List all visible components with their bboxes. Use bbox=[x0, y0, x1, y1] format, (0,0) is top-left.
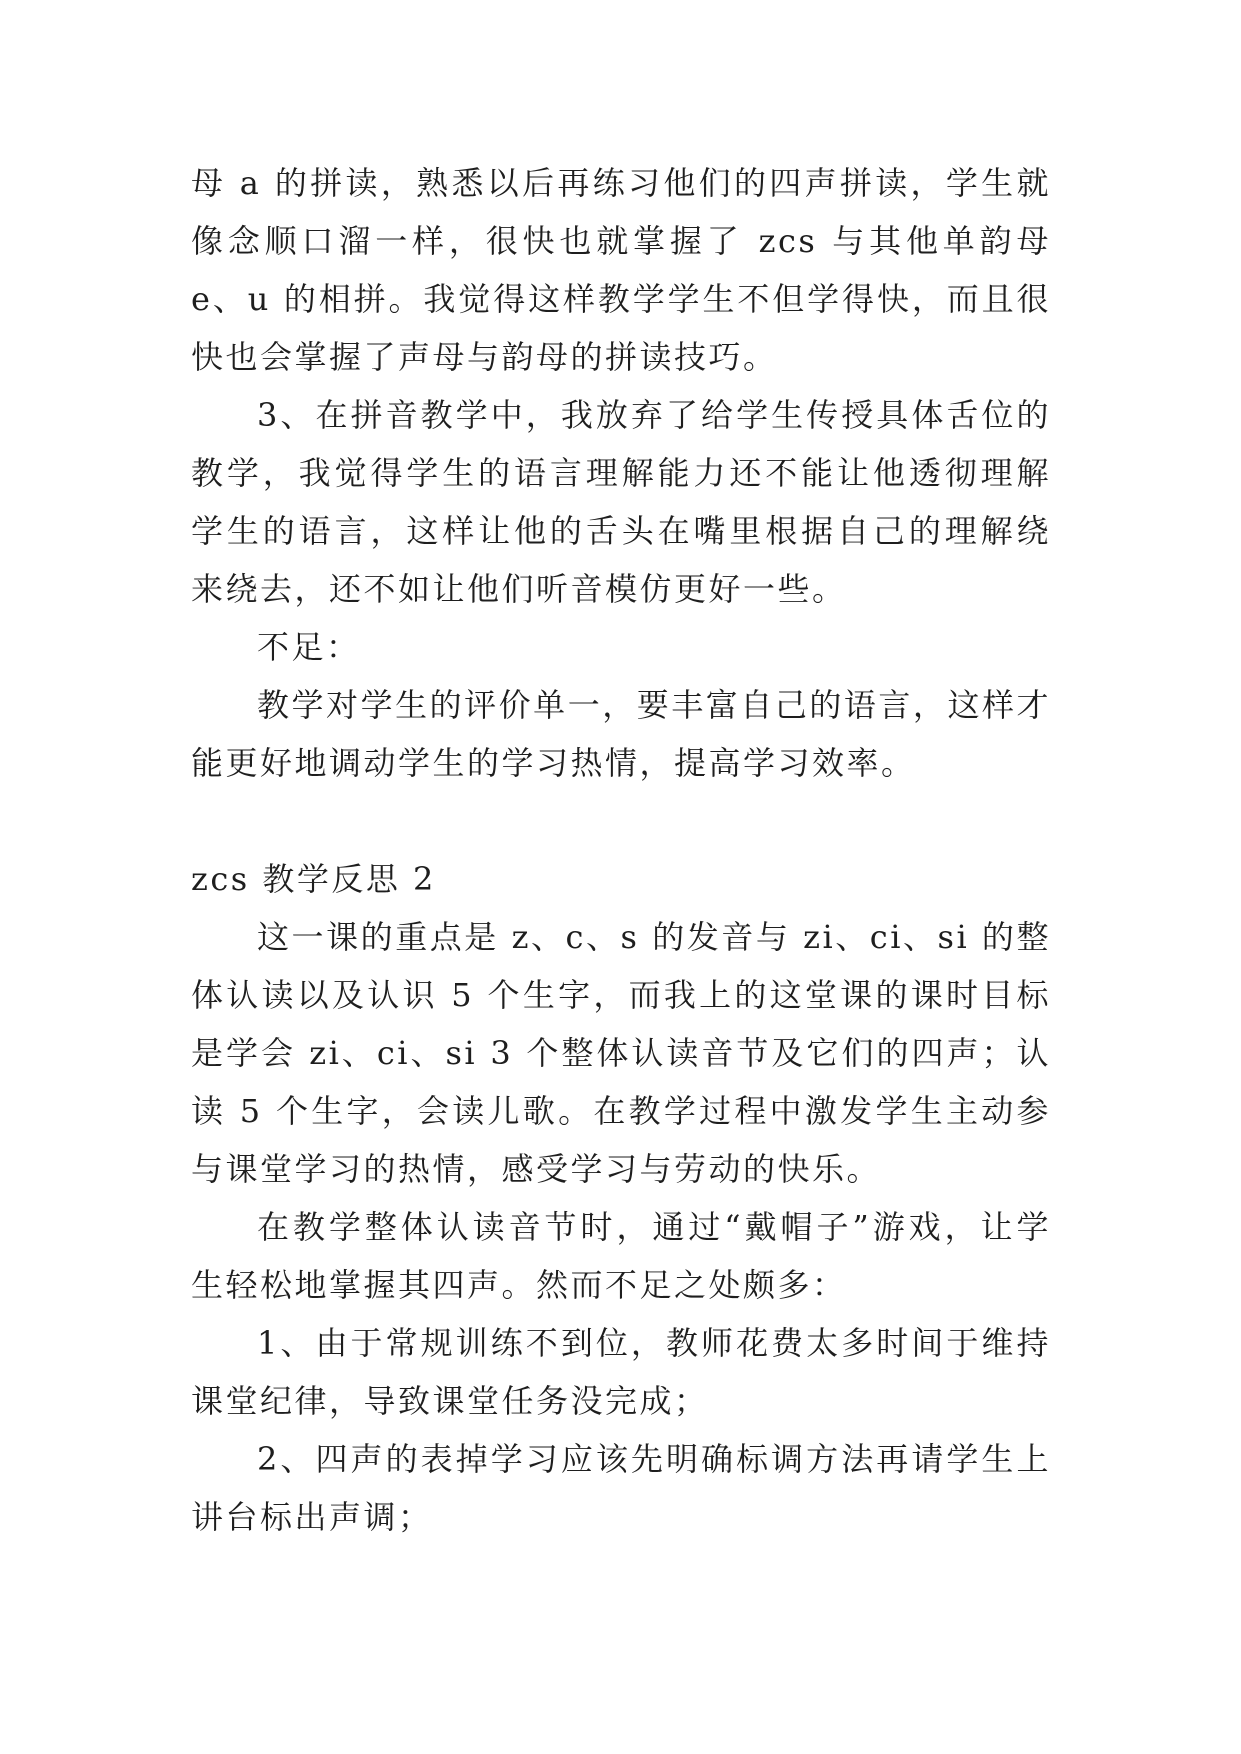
heading-shortcomings: 不足： bbox=[257, 628, 361, 666]
document-body bbox=[191, 154, 1051, 1546]
section-title: zcs 教学反思 2 bbox=[191, 860, 436, 898]
paragraph-pinyin-practice: 母 a 的拼读，熟悉以后再练习他们的四声拼读，学生就像念顺口溜一样，很快也就掌握了 zcs 与其他单韵母 e、u 的相拼。我觉得这样教学学生不但学得快，而且很快也会掌握了声母与韵母的拼读技巧。 bbox=[191, 164, 1051, 376]
paragraph-lesson-focus: 这一课的重点是 z、c、s 的发音与 zi、ci、si 的整体认读以及认识 5 个生字，而我上的这堂课的课时目标是学会 zi、ci、si 3 个整体认读音节及它们的四声；认读 5 个生字，会读儿歌。在教学过程中激发学生主动参与课堂学习的热情，感受学习与劳动的快乐。 bbox=[191, 918, 1051, 1188]
list-item-discipline: 1、由于常规训练不到位，教师花费太多时间于维持课堂纪律，导致课堂任务没完成； bbox=[191, 1324, 1051, 1420]
section-spacer bbox=[191, 792, 1051, 850]
list-item-tone-marking: 2、四声的表掉学习应该先明确标调方法再请学生上讲台标出声调； bbox=[191, 1440, 1051, 1536]
paragraph-tongue-position: 3、在拼音教学中，我放弃了给学生传授具体舌位的教学，我觉得学生的语言理解能力还不能让他透彻理解学生的语言，这样让他的舌头在嘴里根据自己的理解绕来绕去，还不如让他们听音模仿更好一些。 bbox=[191, 396, 1051, 608]
paragraph-hat-game: 在教学整体认读音节时，通过“戴帽子”游戏，让学生轻松地掌握其四声。然而不足之处颇多： bbox=[191, 1208, 1051, 1304]
paragraph-evaluation: 教学对学生的评价单一，要丰富自己的语言，这样才能更好地调动学生的学习热情，提高学习效率。 bbox=[191, 686, 1051, 782]
